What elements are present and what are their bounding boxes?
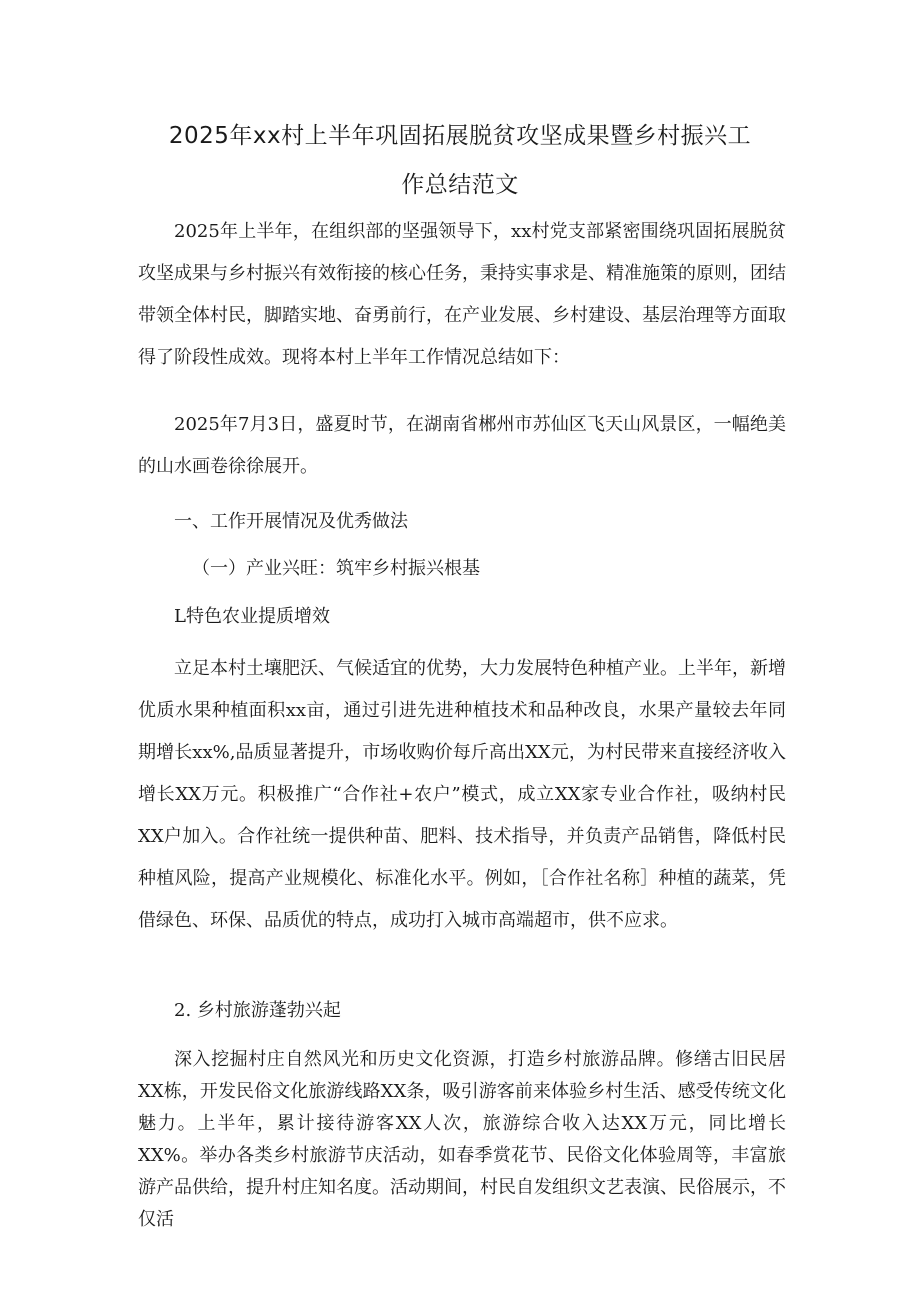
- item-heading-2: 2. 乡村旅游蓬勃兴起: [174, 1000, 341, 1021]
- item-2-paragraph: 深入挖掘村庄自然风光和历史文化资源，打造乡村旅游品牌。修缮古旧民居XX栋，开发民俗文化旅游线路XX条，吸引游客前来体验乡村生活、感受传统文化魅力。上半年，累计接待游客XX人次，旅游综合收入达XX万元，同比增长XX%。举办各类乡村旅游节庆活动，如春季赏花节、民俗文化体验周等，丰富旅游产品供给，提升村庄知名度。活动期间，村民自发组织文艺表演、民俗展示，不仅活: [138, 1049, 786, 1230]
- item-heading-1: L特色农业提质增效: [174, 606, 330, 627]
- intro-paragraph: 2025年上半年，在组织部的坚强领导下，xx村党支部紧密围绕巩固拓展脱贫攻坚成果与乡村振兴有效衔接的核心任务，秉持实事求是、精准施策的原则，团结带领全体村民，脚踏实地、奋勇前行，在产业发展、乡村建设、基层治理等方面取得了阶段性成效。现将本村上半年工作情况总结如下：: [138, 221, 786, 368]
- section-heading-1: 一、工作开展情况及优秀做法: [174, 511, 408, 532]
- document-title-line-1: 2025年xx村上半年巩固拓展脱贫攻坚成果暨乡村振兴工: [168, 123, 752, 149]
- item-1-paragraph: 立足本村土壤肥沃、气候适宜的优势，大力发展特色种植产业。上半年，新增优质水果种植面积xx亩，通过引进先进种植技术和品种改良，水果产量较去年同期增长xx%,品质显著提升，市场收购价每斤高出XX元，为村民带来直接经济收入增长XX万元。积极推广“合作社+农户”模式，成立XX家专业合作社，吸纳村民XX户加入。合作社统一提供种苗、肥料、技术指导，并负责产品销售，降低村民种植风险，提高产业规模化、标准化水平。例如，［合作社名称］种植的蔬菜，凭借绿色、环保、品质优的特点，成功打入城市高端超市，供不应求。: [138, 658, 786, 931]
- subsection-heading-1: （一）产业兴旺：筑牢乡村振兴根基: [192, 558, 480, 579]
- document-title-line-2: 作总结范文: [401, 172, 519, 198]
- scene-paragraph: 2025年7月3日，盛夏时节，在湖南省郴州市苏仙区飞天山风景区，一幅绝美的山水画卷徐徐展开。: [138, 414, 786, 477]
